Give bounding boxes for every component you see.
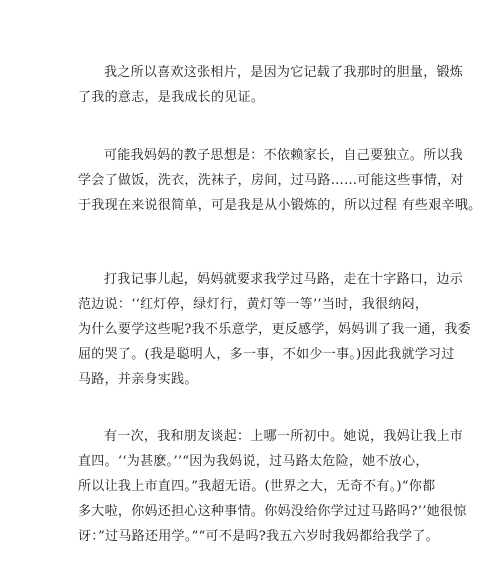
paragraph-line: 多大啦，你妈还担心这种事情。你妈没给你学过过马路吗?’’她很惊 [78, 504, 467, 519]
paragraph-line: 打我记事儿起，妈妈就要求我学过马路，走在十字路口，边示 [104, 272, 464, 287]
paragraph-line: 学会了做饭，洗衣，洗袜子，房间，过马路……可能这些事情，对 [78, 173, 464, 188]
paragraph-line: 为什么要学这些呢?我不乐意学，更反感学，妈妈训了我一通，我委 [78, 322, 471, 337]
paragraph-line: 有一次，我和朋友谈起：上哪一所初中。她说，我妈让我上市 [104, 429, 464, 444]
paragraph-line: 马路，并亲身实践。 [78, 372, 198, 387]
paragraph-line: 所以让我上市直四。”我超无语。(世界之大，无奇不有。)“你都 [78, 479, 436, 494]
paragraph-3 [78, 267, 471, 392]
paragraph-line: 屈的哭了。(我是聪明人，多一事，不如少一事。)因此我就学习过 [78, 347, 455, 362]
paragraph-line: 讶：”过马路还用学。”“可不是吗?我五六岁时我妈都给我学了。 [78, 529, 439, 544]
paragraph-line: 直四。‘‘为甚麽。’’“因为我妈说，过马路太危险，她不放心， [78, 454, 429, 469]
paragraph-1 [78, 60, 464, 110]
paragraph-line: 于我现在来说很简单，可是我是从小锻炼的，所以过程 有些艰辛哦。 [78, 198, 482, 213]
paragraph-line: 可能我妈妈的教子思想是：不依赖家长，自己要独立。所以我 [104, 148, 464, 163]
paragraph-4 [78, 424, 467, 549]
paragraph-2 [78, 143, 482, 218]
paragraph-line: 范边说：‘‘红灯停，绿灯行，黄灯等一等’’当时，我很纳闷， [78, 297, 429, 312]
paragraph-line: 了我的意志，是我成长的见证。 [78, 90, 265, 105]
paragraph-line: 我之所以喜欢这张相片，是因为它记载了我那时的胆量，锻炼 [104, 65, 464, 80]
